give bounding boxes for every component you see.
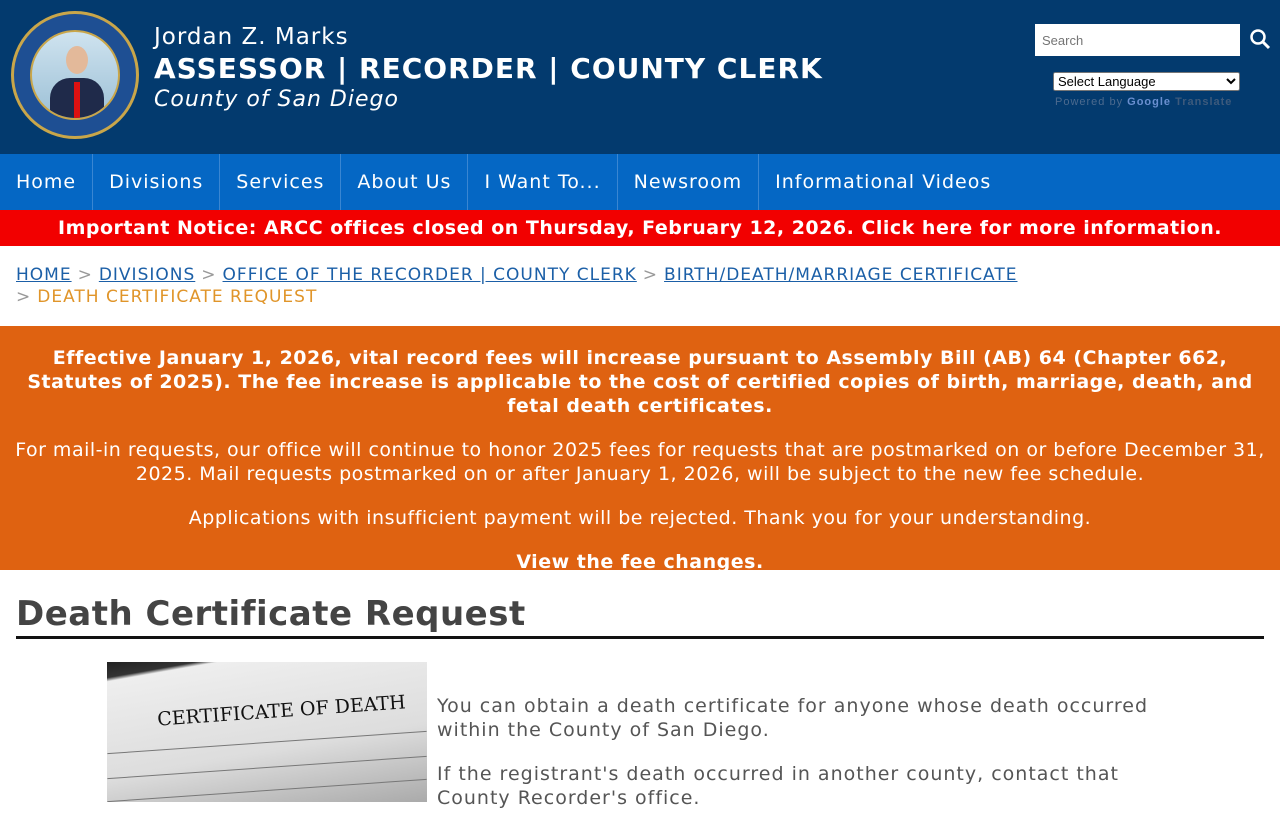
view-fee-changes-link[interactable]: View the fee changes. bbox=[516, 551, 764, 573]
nav-divisions[interactable]: Divisions bbox=[93, 154, 220, 210]
breadcrumb-certificates[interactable]: BIRTH/DEATH/MARRIAGE CERTIFICATE bbox=[664, 265, 1018, 285]
important-notice-link[interactable]: Important Notice: ARCC offices closed on Thursday, February 12, 2026. Click here for more information. bbox=[0, 210, 1280, 246]
main-nav bbox=[0, 154, 1280, 210]
powered-by: Powered by Google Translate bbox=[1055, 96, 1233, 108]
google-link[interactable]: Google bbox=[1127, 96, 1172, 108]
nav-newsroom[interactable]: Newsroom bbox=[618, 154, 760, 210]
county-name: County of San Diego bbox=[154, 87, 399, 112]
intro-text: You can obtain a death certificate for anyone whose death occurred within the County of San Diego. bbox=[437, 695, 1149, 741]
breadcrumb-recorder[interactable]: OFFICE OF THE RECORDER | COUNTY CLERK bbox=[222, 265, 637, 285]
death-certificate-image: CERTIFICATE OF DEATH bbox=[107, 662, 427, 802]
language-select[interactable] bbox=[1053, 72, 1240, 91]
breadcrumb-divisions[interactable]: DIVISIONS bbox=[98, 265, 196, 285]
fee-announcement bbox=[0, 326, 1280, 573]
other-county-text: If the registrant's death occurred in another county, contact that County Recorder's office. bbox=[437, 763, 1119, 809]
seal-logo[interactable] bbox=[11, 11, 139, 139]
nav-home[interactable]: Home bbox=[0, 154, 93, 210]
breadcrumb-home[interactable]: HOME bbox=[16, 265, 72, 285]
page-title: Death Certificate Request bbox=[16, 594, 1264, 639]
breadcrumb: HOME > DIVISIONS > OFFICE OF THE RECORDER | COUNTY CLERK > BIRTH/DEATH/MARRIAGE CERTIFICATE > DEATH CERTIFICATE REQUEST bbox=[16, 265, 1018, 307]
official-name: Jordan Z. Marks bbox=[154, 24, 349, 50]
nav-about-us[interactable]: About Us bbox=[341, 154, 468, 210]
nav-informational-videos[interactable]: Informational Videos bbox=[775, 171, 992, 193]
nav-i-want-to[interactable]: I Want To... bbox=[468, 154, 617, 210]
fee-notice-1: Effective January 1, 2026, vital record fees will increase pursuant to Assembly Bill (AB) 64 (Chapter 662, Statutes of 2025). The fee increase is applicable to the cost of certified copies of birth, marriage, death, and fetal death certificates. bbox=[27, 347, 1253, 417]
fee-notice-3: Applications with insufficient payment will be rejected. Thank you for your understanding. bbox=[188, 507, 1092, 529]
search-input[interactable] bbox=[1035, 24, 1240, 56]
breadcrumb-current: DEATH CERTIFICATE REQUEST bbox=[37, 287, 318, 307]
site-header bbox=[0, 0, 1280, 154]
search-icon[interactable] bbox=[1248, 26, 1272, 52]
fee-notice-2: For mail-in requests, our office will continue to honor 2025 fees for requests that are postmarked on or before December 31, 2025. Mail requests postmarked on or after January 1, 2026, will be subject to the new fee schedule. bbox=[15, 439, 1265, 485]
nav-services[interactable]: Services bbox=[220, 154, 341, 210]
office-title: ASSESSOR | RECORDER | COUNTY CLERK bbox=[154, 52, 823, 85]
